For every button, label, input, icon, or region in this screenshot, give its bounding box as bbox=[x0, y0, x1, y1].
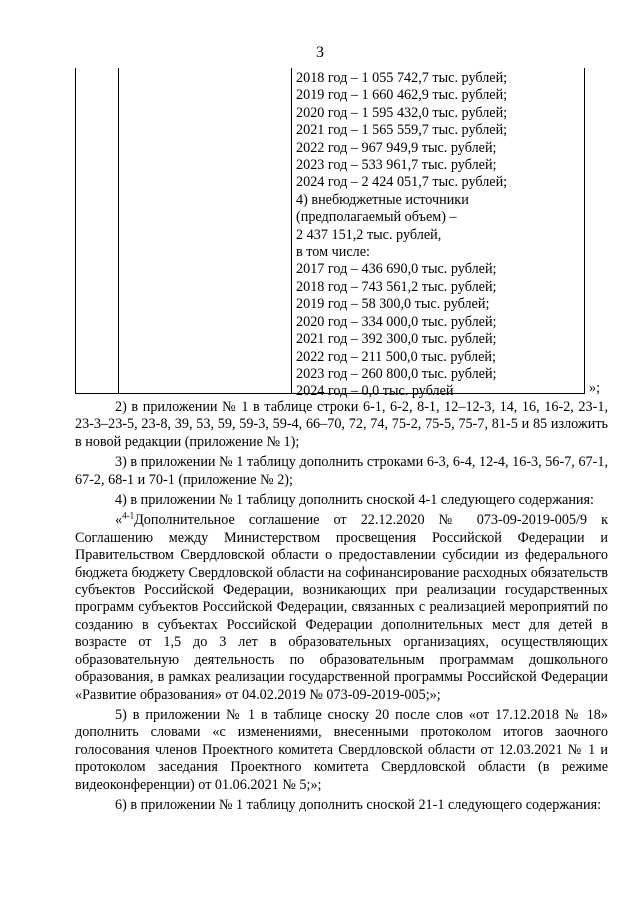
cell-line: 2023 год – 533 961,7 тыс. рублей; bbox=[296, 157, 497, 174]
paragraph-item-2: 2) в приложении № 1 в таблице строки 6-1, 6-2, 8-1, 12–12-3, 14, 16, 16-2, 23-1, 23-3–23-5, 23-8, 39, 53, 59, 59-3, 59-4, 66–70, 72, 74, 75-2, 75-5, 75-7, 81-5 и 85 изложить в новой редакции (приложение № 1); bbox=[75, 399, 608, 450]
cell-line: 2021 год – 1 565 559,7 тыс. рублей; bbox=[296, 122, 508, 139]
cell-line: 2024 год – 2 424 051,7 тыс. рублей; bbox=[296, 174, 508, 191]
cell-line: 2024 год – 0,0 тыс. рублей bbox=[296, 383, 454, 400]
paragraph-item-3: 3) в приложении № 1 таблицу дополнить строками 6-3, 6-4, 12-4, 16-3, 56-7, 67-1, 67-2, 68-1 и 70-1 (приложение № 2); bbox=[75, 454, 608, 488]
table-column-divider-2 bbox=[291, 68, 292, 394]
table-column-divider-1 bbox=[118, 68, 119, 394]
page-number: 3 bbox=[316, 44, 324, 61]
closing-quote-mark: »; bbox=[589, 380, 601, 396]
amendment-text bbox=[75, 399, 608, 817]
table-border-right bbox=[584, 68, 585, 394]
cell-line: 2019 год – 1 660 462,9 тыс. рублей; bbox=[296, 87, 508, 104]
cell-line: 2023 год – 260 800,0 тыс. рублей; bbox=[296, 365, 497, 382]
cell-line: 4) внебюджетные источники bbox=[296, 191, 469, 208]
cell-line: 2 437 151,2 тыс. рублей, bbox=[296, 226, 442, 243]
open-quote: « bbox=[115, 512, 123, 529]
paragraph-item-5: 5) в приложении № 1 в таблице сноску 20 после слов «от 17.12.2018 № 18» дополнить словами «с изменениями, внесенными протоколом итогов заочного голосования членов Проектного комитета Свердловской области от 12.03.2021 № 1 и протоколом заседания Проектного комитета Свердловской области (в режиме видеоконференции) от 01.06.2021 № 5;»; bbox=[75, 706, 608, 793]
budget-table-fragment bbox=[75, 68, 585, 400]
paragraph-item-4: 4) в приложении № 1 таблицу дополнить сноской 4-1 следующего содержания: bbox=[115, 492, 594, 509]
cell-line: 2017 год – 436 690,0 тыс. рублей; bbox=[296, 261, 497, 278]
cell-line: 2022 год – 967 949,9 тыс. рублей; bbox=[296, 139, 497, 156]
table-border-left bbox=[75, 68, 76, 394]
cell-line: 2019 год – 58 300,0 тыс. рублей; bbox=[296, 296, 490, 313]
cell-line: 2018 год – 743 561,2 тыс. рублей; bbox=[296, 278, 497, 295]
cell-line: 2021 год – 392 300,0 тыс. рублей; bbox=[296, 331, 497, 348]
cell-line: в том числе: bbox=[296, 244, 370, 261]
cell-line: 2018 год – 1 055 742,7 тыс. рублей; bbox=[296, 70, 508, 86]
paragraph-item-6: 6) в приложении № 1 таблицу дополнить сноской 21-1 следующего содержания: bbox=[115, 796, 602, 813]
footnote-marker: 4-1 bbox=[122, 510, 135, 521]
cell-line: 2020 год – 334 000,0 тыс. рублей; bbox=[296, 313, 497, 330]
funding-cell bbox=[296, 70, 507, 401]
cell-line: 2020 год – 1 595 432,0 тыс. рублей; bbox=[296, 104, 508, 121]
footnote-4-1-text bbox=[75, 512, 608, 703]
footnote-body: Дополнительное соглашение от 22.12.2020 № 073-09-2019-005/9 к Соглашению между Министерством просвещения Российской Федерации и Правительством Свердловской области о предоставлении субсидии из федерального бюджета бюджету Свердловской области на софинансирование расходных обязательств субъектов Российской Федерации, возникающих при реализации государственных программ субъектов Российской Федерации, связанных с реализацией мероприятий по созданию в субъектах Российской Федерации дополнительных мест для детей в возрасте от 1,5 до 3 лет в образовательных организациях, осуществляющих образовательную деятельность по образовательным программам дошкольного образования, в рамках реализации государственной программы Российской Федерации «Развитие образования» от 04.02.2019 № 073-09-2019-005;»; bbox=[75, 512, 608, 703]
cell-line: (предполагаемый объем) – bbox=[296, 209, 457, 226]
cell-line: 2022 год – 211 500,0 тыс. рублей; bbox=[296, 348, 496, 365]
